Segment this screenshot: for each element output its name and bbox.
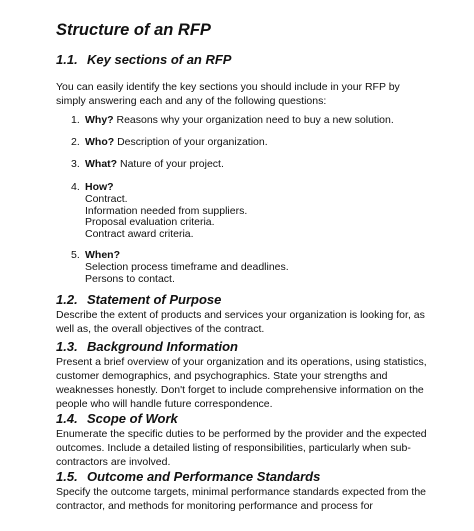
section-title: Statement of Purpose: [87, 292, 222, 307]
list-subitem: Persons to contact.: [85, 272, 175, 285]
list-item-how: 4. How?: [71, 181, 114, 193]
list-subitem: Contract.: [85, 193, 128, 205]
list-subitem: Selection process timeframe and deadlines.: [85, 261, 289, 273]
list-item-when: 5. When?: [71, 249, 120, 261]
how-sub-list: [85, 194, 247, 240]
section-heading-statement-of-purpose: [56, 292, 221, 307]
section-number: 1.5.: [56, 469, 78, 484]
section-title: Key sections of an RFP: [87, 52, 232, 67]
list-subitem: Information needed from suppliers.: [85, 204, 248, 217]
list-item-who: 2. Who? Description of your organization.: [71, 136, 268, 148]
section-title: Scope of Work: [87, 411, 178, 426]
outcome-and-performance-text: Specify the outcome targets, minimal performance standards expected from the contractor, and methods for monitoring performance and process for: [56, 486, 427, 512]
section-heading-background-information: [56, 339, 238, 354]
list-item-why: 1. Why? Reasons why your organization need to buy a new solution.: [71, 114, 394, 126]
section-number: 1.3.: [56, 339, 78, 354]
list-subitem: Proposal evaluation criteria.: [85, 216, 215, 228]
key-sections-intro: You can easily identify the key sections you should include in your RFP by simply answering each and any of the following questions:: [56, 81, 400, 107]
section-title: Background Information: [87, 339, 238, 354]
document-title: Structure of an RFP: [56, 21, 211, 39]
section-title: Outcome and Performance Standards: [87, 469, 321, 484]
section-heading-key-sections: [56, 52, 231, 67]
list-item-what: 3. What? Nature of your project.: [71, 158, 224, 170]
section-number: 1.2.: [56, 292, 78, 307]
scope-of-work-text: Enumerate the specific duties to be performed by the provider and the expected outcomes. Include a detailed listing of responsibilities, particularly when sub- contractors are involved.: [56, 428, 427, 468]
section-heading-outcome-and-performance-standards: [56, 469, 320, 484]
background-information-text: Present a brief overview of your organization and its operations, using statistics, customer demographics, and psychographics. State your strengths and weaknesses honestly. Don't forget to include comprehensive information on the people who will handle future correspondence.: [56, 356, 427, 410]
list-subitem: Contract award criteria.: [85, 227, 194, 240]
when-sub-list: [85, 262, 289, 285]
statement-of-purpose-text: Describe the extent of products and services your organization is looking for, as well as, the overall objectives of the contract.: [56, 309, 425, 335]
section-number: 1.1.: [56, 52, 78, 67]
section-number: 1.4.: [56, 411, 78, 426]
section-heading-scope-of-work: [56, 411, 178, 426]
